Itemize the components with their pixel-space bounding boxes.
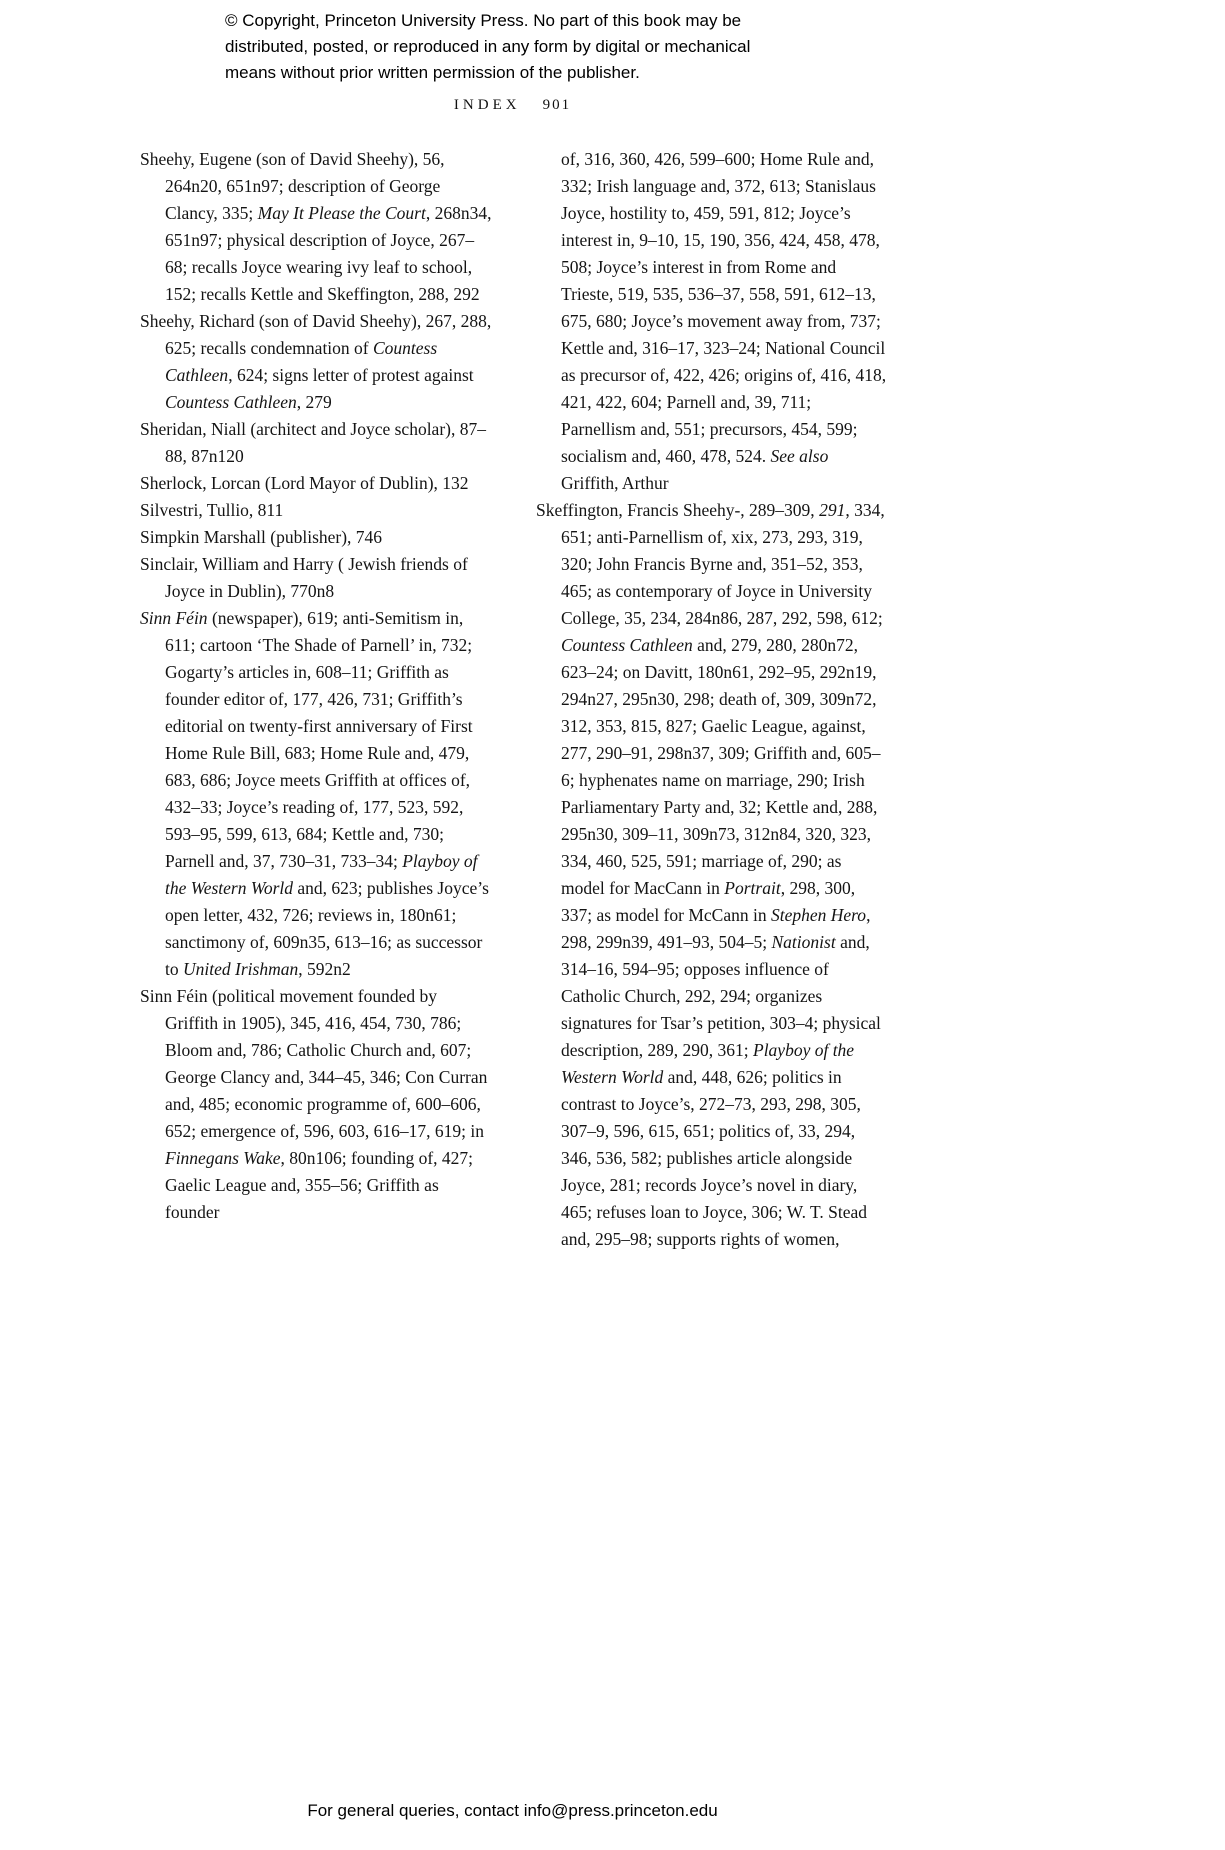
- index-body: [140, 146, 888, 1253]
- index-entry-text: Sherlock, Lorcan (Lord Mayor of Dublin), 132: [140, 473, 469, 493]
- index-entry-text: Sinclair, William and Harry ( Jewish friends of Joyce in Dublin), 770n8: [140, 554, 468, 601]
- index-entry-italic-text: May It Please the Court: [257, 203, 426, 223]
- index-entry-text: Skeffington, Francis Sheehy-, 289–309,: [536, 500, 820, 520]
- index-entry-text: , 80n106; founding of, 427; Gaelic League and, 355–56; Griffith as founder: [165, 1148, 474, 1222]
- index-column-left: [140, 146, 492, 1253]
- index-entry-italic-text: Countess Cathleen: [165, 392, 297, 412]
- index-entry-italic-text: Countess Cathleen: [561, 635, 693, 655]
- index-entry: [536, 146, 888, 497]
- index-entry: [140, 416, 492, 470]
- index-entry-text: , 298, 300, 337; as model for McCann in: [561, 878, 856, 925]
- footer-query-note: For general queries, contact info@press.princeton.edu: [307, 1801, 718, 1820]
- copyright-notice: [225, 8, 750, 86]
- index-entry-text: and, 448, 626; politics in contrast to Joyce’s, 272–73, 293, 298, 305, 307–9, 596, 615, 651; politics of, 33, 294, 346, 536, 582; publishes article alongside Joyce, 281; records Joyce’s novel in diary, 465; refuses loan to Joyce, 306; W. T. Stead and, 295–98; supports rights of women,: [561, 1067, 868, 1249]
- index-entry-text: Silvestri, Tullio, 811: [140, 500, 284, 520]
- index-entry: [140, 551, 492, 605]
- index-entry-italic-text: Sinn Féin: [140, 608, 208, 628]
- index-entry-text: Sheehy, Richard (son of David Sheehy), 267, 288, 625; recalls condemnation of: [140, 311, 492, 358]
- index-entry-italic-text: Portrait: [724, 878, 781, 898]
- index-entry-italic-text: Finnegans Wake: [165, 1148, 281, 1168]
- index-entry-text: , 268n34, 651n97; physical description of Joyce, 267–68; recalls Joyce wearing ivy leaf to school, 152; recalls Kettle and Skeffington, 288, 292: [165, 203, 492, 304]
- index-entry-italic-text: Playboy of the Western World: [561, 1040, 855, 1087]
- index-entry: [536, 497, 888, 1253]
- index-entry: [140, 470, 492, 497]
- index-entry-italic-text: Stephen Hero: [770, 905, 867, 925]
- index-entry-text: Sinn Féin (political movement founded by Griffith in 1905), 345, 416, 454, 730, 786; Bloom and, 786; Catholic Church and, 607; George Clancy and, 344–45, 346; Con Curran and, 485; economic programme of, 600–606, 652; emergence of, 596, 603, 616–17, 619; in: [140, 986, 488, 1141]
- index-entry-italic-text: United Irishman: [183, 959, 299, 979]
- index-column-right: [536, 146, 888, 1253]
- running-head: [140, 97, 885, 114]
- index-entry-text: , 279: [296, 392, 332, 412]
- index-entry-text: of, 316, 360, 426, 599–600; Home Rule and, 332; Irish language and, 372, 613; Stanislaus Joyce, hostility to, 459, 591, 812; Joyce’s interest in, 9–10, 15, 190, 356, 424, 458, 478, 508; Joyce’s interest in from Rome and Trieste, 519, 535, 536–37, 558, 591, 612–13, 675, 680; Joyce’s movement away from, 737; Kettle and, 316–17, 323–24; National Council as precursor of, 422, 426; origins of, 416, 418, 421, 422, 604; Parnell and, 39, 711; Parnellism and, 551; precursors, 454, 599; socialism and, 460, 478, 524.: [561, 149, 887, 466]
- index-entry-italic-text: Nationist: [771, 932, 836, 952]
- copyright-line-1: © Copyright, Princeton University Press. No part of this book may be: [225, 11, 742, 30]
- index-entry-text: and, 623; publishes Joyce’s open letter, 432, 726; reviews in, 180n61; sanctimony of, 609n35, 613–16; as successor to: [165, 878, 489, 979]
- index-entry-text: , 592n2: [298, 959, 351, 979]
- index-entry: [140, 524, 492, 551]
- index-entry-text: Simpkin Marshall (publisher), 746: [140, 527, 383, 547]
- index-entry-italic-text: Playboy of the Western World: [165, 851, 478, 898]
- index-entry-italic-text: 291: [819, 500, 846, 520]
- index-entry-text: , 334, 651; anti-Parnellism of, xix, 273, 293, 319, 320; John Francis Byrne and, 351–52, 353, 465; as contemporary of Joyce in University College, 35, 234, 284n86, 287, 292, 598, 612;: [561, 500, 885, 628]
- index-entry-text: and, 314–16, 594–95; opposes influence of Catholic Church, 292, 294; organizes signatures for Tsar’s petition, 303–4; physical description, 289, 290, 361;: [561, 932, 881, 1060]
- index-title: INDEX: [453, 97, 521, 113]
- index-entry: [140, 308, 492, 416]
- index-entry: [140, 497, 492, 524]
- index-entry-text: and, 279, 280, 280n72, 623–24; on Davitt, 180n61, 292–95, 292n19, 294n27, 295n30, 298; death of, 309, 309n72, 312, 353, 815, 827; Gaelic League, against, 277, 290–91, 298n37, 309; Griffith and, 605–6; hyphenates name on marriage, 290; Irish Parliamentary Party and, 32; Kettle and, 288, 295n30, 309–11, 309n73, 312n84, 320, 323, 334, 460, 525, 591; marriage of, 290; as model for MacCann in: [561, 635, 881, 898]
- copyright-line-2: distributed, posted, or reproduced in any form by digital or mechanical: [225, 37, 751, 56]
- page-number: 901: [542, 97, 572, 113]
- index-entry-text: Sheehy, Eugene (son of David Sheehy), 56, 264n20, 651n97; description of George Clancy, 335;: [140, 149, 445, 223]
- index-entry-text: , 298, 299n39, 491–93, 504–5;: [561, 905, 871, 952]
- index-entry: [140, 605, 492, 983]
- index-entry-text: Sheridan, Niall (architect and Joyce scholar), 87–88, 87n120: [140, 419, 486, 466]
- index-entry: [140, 983, 492, 1226]
- index-entry-text: Griffith, Arthur: [561, 473, 669, 493]
- index-entry-italic-text: See also: [770, 446, 829, 466]
- index-entry-text: , 624; signs letter of protest against: [228, 365, 474, 385]
- index-entry-text: (newspaper), 619; anti-Semitism in, 611; cartoon ‘The Shade of Parnell’ in, 732; Gogarty’s articles in, 608–11; Griffith as founder editor of, 177, 426, 731; Griffith’s editorial on twenty-first anniversary of First Home Rule Bill, 683; Home Rule and, 479, 683, 686; Joyce meets Griffith at offices of, 432–33; Joyce’s reading of, 177, 523, 592, 593–95, 599, 613, 684; Kettle and, 730; Parnell and, 37, 730–31, 733–34;: [165, 608, 473, 871]
- index-entry-italic-text: Countess Cathleen: [165, 338, 438, 385]
- index-entry: [140, 146, 492, 308]
- copyright-line-3: means without prior written permission of the publisher.: [225, 63, 640, 82]
